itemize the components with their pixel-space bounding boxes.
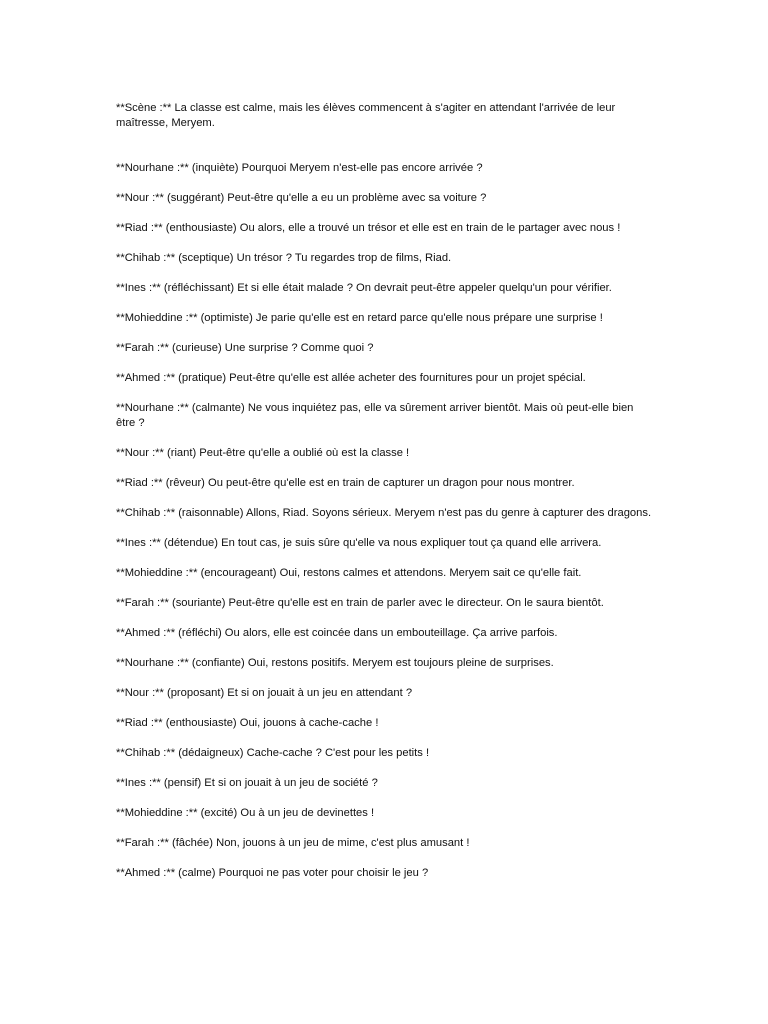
dialogue-line-chihab: **Chihab :** (raisonnable) Allons, Riad. Soyons sérieux. Meryem n'est pas du genre à capturer des dragons. bbox=[116, 507, 652, 519]
dialogue-line-nour: **Nour :** (riant) Peut-être qu'elle a oublié où est la classe ! bbox=[116, 447, 410, 459]
dialogue-line-farah: **Farah :** (curieuse) Une surprise ? Comme quoi ? bbox=[116, 342, 374, 354]
dialogue-line-mohieddine: **Mohieddine :** (excité) Ou à un jeu de devinettes ! bbox=[116, 807, 375, 819]
dialogue-line-nour: **Nour :** (suggérant) Peut-être qu'elle a eu un problème avec sa voiture ? bbox=[116, 192, 487, 204]
dialogue-line-nour: **Nour :** (proposant) Et si on jouait à un jeu en attendant ? bbox=[116, 687, 413, 699]
dialogue-line-farah: **Farah :** (fâchée) Non, jouons à un jeu de mime, c'est plus amusant ! bbox=[116, 837, 470, 849]
dialogue-line-ines: **Ines :** (détendue) En tout cas, je suis sûre qu'elle va nous expliquer tout ça quand elle arrivera. bbox=[116, 537, 602, 549]
dialogue-line-ines: **Ines :** (réfléchissant) Et si elle était malade ? On devrait peut-être appeler quelqu'un pour vérifier. bbox=[116, 282, 612, 294]
dialogue-line-riad: **Riad :** (enthousiaste) Oui, jouons à cache-cache ! bbox=[116, 717, 379, 729]
dialogue-line-nourhane: **Nourhane :** (inquiète) Pourquoi Meryem n'est-elle pas encore arrivée ? bbox=[116, 162, 483, 174]
dialogue-line-ahmed: **Ahmed :** (calme) Pourquoi ne pas voter pour choisir le jeu ? bbox=[116, 867, 429, 879]
dialogue-line-ahmed: **Ahmed :** (pratique) Peut-être qu'elle est allée acheter des fournitures pour un projet spécial. bbox=[116, 372, 586, 384]
dialogue-line-nourhane: **Nourhane :** (confiante) Oui, restons positifs. Meryem est toujours pleine de surprises. bbox=[116, 657, 554, 669]
document-body bbox=[116, 101, 654, 896]
dialogue-line-riad: **Riad :** (enthousiaste) Ou alors, elle a trouvé un trésor et elle est en train de le partager avec nous ! bbox=[116, 222, 621, 234]
dialogue-line-ahmed: **Ahmed :** (réfléchi) Ou alors, elle est coincée dans un embouteillage. Ça arrive parfois. bbox=[116, 627, 558, 639]
dialogue-line-nourhane: **Nourhane :** (calmante) Ne vous inquiétez pas, elle va sûrement arriver bientôt. Mais où peut-elle bien être ? bbox=[116, 402, 634, 429]
dialogue-line-ines: **Ines :** (pensif) Et si on jouait à un jeu de société ? bbox=[116, 777, 378, 789]
dialogue-line-mohieddine: **Mohieddine :** (optimiste) Je parie qu'elle est en retard parce qu'elle nous prépare une surprise ! bbox=[116, 312, 603, 324]
dialogue-line-farah: **Farah :** (souriante) Peut-être qu'elle est en train de parler avec le directeur. On le saura bientôt. bbox=[116, 597, 604, 609]
dialogue-line-chihab: **Chihab :** (dédaigneux) Cache-cache ? C'est pour les petits ! bbox=[116, 747, 430, 759]
dialogue-line-mohieddine: **Mohieddine :** (encourageant) Oui, restons calmes et attendons. Meryem sait ce qu'elle fait. bbox=[116, 567, 582, 579]
scene-paragraph: **Scène :** La classe est calme, mais les élèves commencent à s'agiter en attendant l'arrivée de leur maîtresse, Meryem. bbox=[116, 102, 616, 129]
dialogue-line-riad: **Riad :** (rêveur) Ou peut-être qu'elle est en train de capturer un dragon pour nous montrer. bbox=[116, 477, 575, 489]
dialogue-line-chihab: **Chihab :** (sceptique) Un trésor ? Tu regardes trop de films, Riad. bbox=[116, 252, 452, 264]
